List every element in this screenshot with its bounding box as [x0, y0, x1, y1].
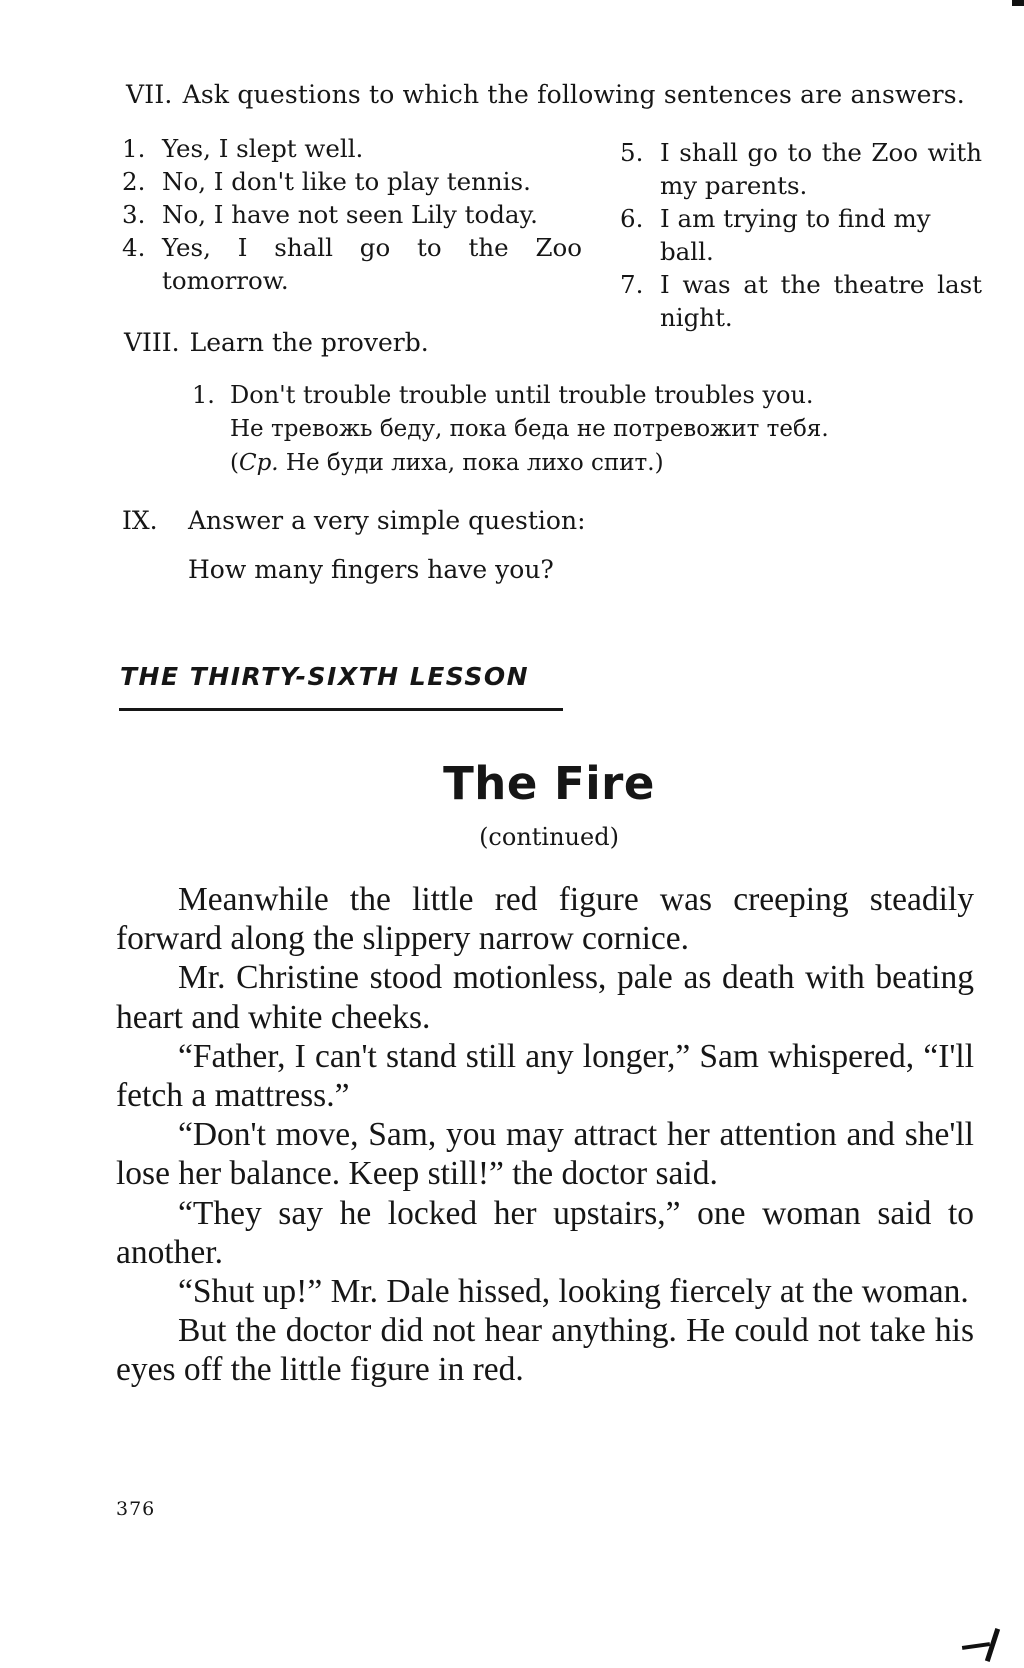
- item-number: 1.: [122, 134, 146, 163]
- compare-label: Ср.: [238, 450, 279, 476]
- proverb-number: 1.: [192, 381, 215, 409]
- story-text: [116, 880, 974, 1390]
- list-item: [620, 268, 982, 334]
- proverb-english: Don't trouble trouble until trouble troubles you.: [230, 381, 814, 409]
- list-item: [620, 202, 982, 268]
- compare-text: Не буди лиха, пока лихо спит.): [278, 450, 664, 476]
- proverb-russian: Не тревожь беду, пока беда не потревожит тебя.: [230, 416, 829, 442]
- paragraph: Mr. Christine stood motionless, pale as death with beating heart and white cheeks.: [116, 959, 974, 1036]
- list-item: [122, 132, 582, 165]
- item-text: Yes, I slept well.: [162, 134, 364, 163]
- exercise-vii-heading: [126, 80, 986, 109]
- paragraph: “Father, I can't stand still any longer,” Sam whispered, “I'll fetch a mattress.”: [116, 1037, 974, 1115]
- exercise-instruction: Ask questions to which the following sentences are answers.: [182, 80, 965, 109]
- item-number: 2.: [122, 167, 146, 196]
- answers-list-left: [122, 132, 582, 297]
- item-text: I was at the theatre last: [660, 270, 982, 299]
- item-number: 6.: [620, 204, 644, 233]
- item-number: 3.: [122, 200, 146, 229]
- paragraph: But the doctor did not hear anything. He could not take his eyes off the little figure in red.: [116, 1312, 974, 1389]
- paragraph: “They say he locked her upstairs,” one woman said to another.: [116, 1194, 974, 1271]
- lesson-heading: THE THIRTY-SIXTH LESSON: [120, 662, 530, 691]
- compare-paren: (: [230, 450, 239, 476]
- item-text: No, I don't like to play tennis.: [162, 167, 531, 196]
- exercise-instruction: Learn the proverb.: [189, 328, 429, 357]
- paragraph: “Don't move, Sam, you may attract her attention and she'll lose her balance. Keep still!” the doctor said.: [116, 1116, 974, 1193]
- paragraph: “Shut up!” Mr. Dale hissed, looking fiercely at the woman.: [178, 1273, 969, 1311]
- exercise-number: VIII.: [124, 328, 180, 357]
- paragraph: Meanwhile the little red figure was creeping steadily forward along the slippery narrow cornice.: [116, 881, 974, 958]
- exercise-number: IX.: [122, 506, 158, 535]
- exercise-question: How many fingers have you?: [188, 555, 554, 584]
- item-number: 5.: [620, 138, 644, 167]
- list-item: [122, 165, 582, 198]
- proverb-block: [192, 378, 952, 480]
- list-item: [122, 231, 582, 297]
- item-text-continued: my parents.: [660, 171, 808, 200]
- story-subtitle: (continued): [479, 823, 619, 851]
- item-number: 4.: [122, 233, 146, 262]
- exercise-instruction: Answer a very simple question:: [188, 506, 586, 535]
- list-item: [122, 198, 582, 231]
- item-text: I shall go to the Zoo with: [660, 138, 982, 167]
- item-text: I am trying to find my ball.: [660, 204, 931, 266]
- item-text-continued: tomorrow.: [162, 266, 289, 295]
- list-item: [620, 136, 982, 202]
- proverb-english-line: [192, 378, 952, 412]
- exercise-ix-heading: [122, 506, 586, 535]
- item-text: No, I have not seen Lily today.: [162, 200, 538, 229]
- answers-list-right: [620, 136, 982, 334]
- item-number: 7.: [620, 270, 644, 299]
- scan-mark: [1012, 0, 1024, 6]
- heading-underline: [119, 708, 563, 711]
- item-text-continued: night.: [660, 303, 733, 332]
- proverb-compare: [192, 446, 952, 480]
- scan-mark: [962, 1642, 990, 1650]
- item-text: Yes, I shall go to the Zoo: [162, 233, 582, 262]
- story-title: The Fire: [443, 757, 655, 810]
- page-number: 376: [116, 1498, 156, 1520]
- exercise-viii-heading: [124, 328, 429, 357]
- exercise-number: VII.: [126, 80, 173, 109]
